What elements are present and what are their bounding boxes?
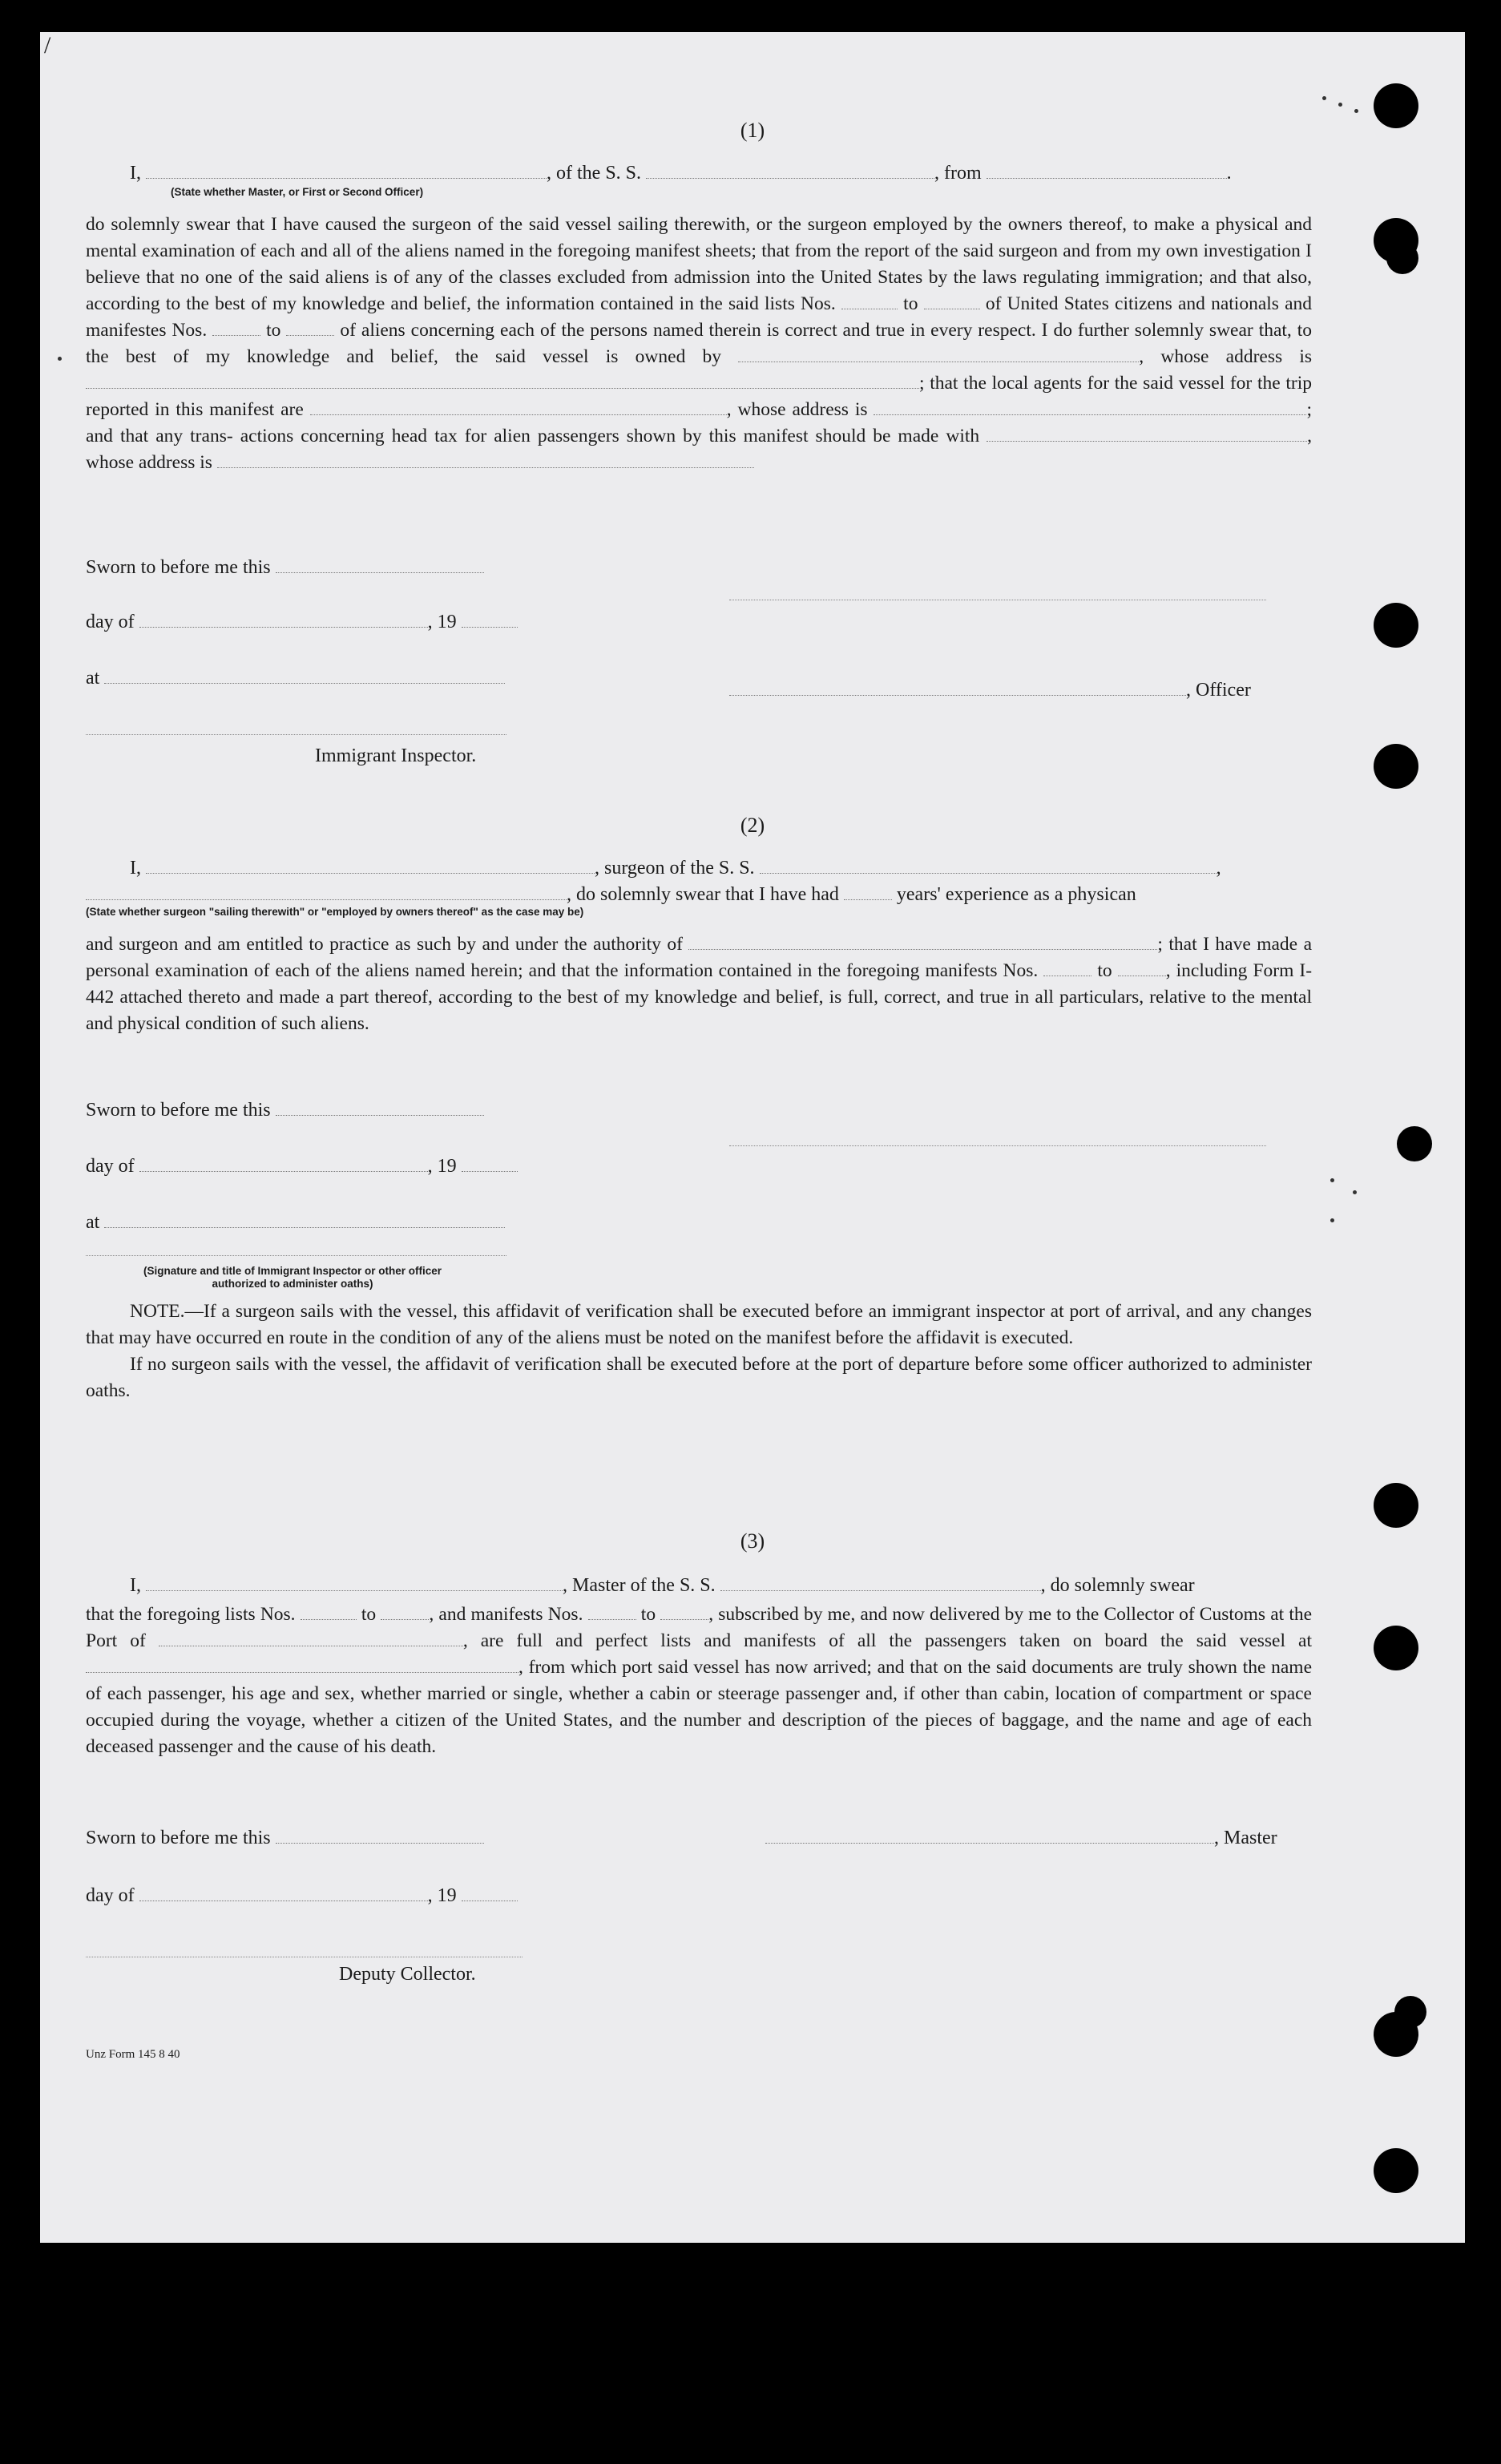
s3-manifest-from-field[interactable] (588, 1618, 636, 1620)
s1-officer-field[interactable] (729, 694, 1186, 696)
embarkation-port-field[interactable] (86, 1671, 518, 1673)
s2-sworn-line: Sworn to before me this (86, 1100, 484, 1121)
s3-year-field[interactable] (462, 1900, 518, 1901)
surgeon-status-note: (State whether surgeon "sailing therewith" or "employed by owners thereof" as the case may be) (86, 906, 584, 918)
form-sheet (40, 32, 1465, 2243)
owner-address-field[interactable] (86, 387, 919, 389)
deputy-collector-label: Deputy Collector. (339, 1964, 476, 1985)
punch-hole-5 (1397, 1126, 1432, 1161)
head-tax-field[interactable] (987, 440, 1307, 442)
manifest-to-field[interactable] (286, 334, 334, 336)
speck (1330, 1218, 1334, 1222)
s1-sworn-date-field[interactable] (276, 572, 484, 573)
speck (1353, 1190, 1357, 1194)
s3-oath-paragraph: that the foregoing lists Nos. to , and manifests Nos. to , subscribed by me, and now delivered by me to the Collector of Customs at the Port of , are full and perfect lists and manifests of all the passengers taken on board the said vessel at , from which port said vessel has now arrived; and that on the said documents are truly shown the name of each passenger, his age and sex, whether married or single, whether a cabin or steerage passenger and, if other than cabin, location of compartment or space occupied during the voyage, whether a citizen of the United States, and the number and description of the pieces of baggage, and the name and age of each deceased passenger and the cause of his death. (86, 1604, 1313, 1757)
s3-collector-signature-line[interactable] (86, 1956, 523, 1957)
punch-hole-3 (1374, 603, 1418, 648)
corner-pen-mark: / (44, 32, 51, 59)
s1-year-field[interactable] (462, 626, 518, 628)
s3-line1: I, , Master of the S. S. , do solemnly swear (130, 1575, 1195, 1596)
speck (1322, 96, 1326, 100)
s1-at-line: at (86, 668, 505, 689)
signature-title-note: (Signature and title of Immigrant Inspector or other officer authorized to administer oaths) (143, 1265, 442, 1290)
s1-officer-signature-line[interactable] (729, 599, 1266, 600)
years-experience-field[interactable] (844, 899, 892, 900)
vessel-name-field[interactable] (646, 177, 934, 179)
s3-list-to-field[interactable] (381, 1618, 429, 1620)
master-name-field[interactable] (146, 177, 547, 179)
speck (1354, 109, 1358, 113)
s2-at-line: at (86, 1212, 505, 1234)
master-note: (State whether Master, or First or Second Officer) (171, 186, 424, 198)
s3-sworn-date-field[interactable] (276, 1842, 484, 1844)
manifest-from-field[interactable] (212, 334, 260, 336)
punch-hole-1 (1374, 83, 1418, 128)
s2-oath-paragraph: and surgeon and am entitled to practice as such by and under the authority of ; that I have made a personal examination of each of the aliens named herein; and that the information contained in the foregoing manifests Nos. to , including Form I-442 attached thereto and made a part thereof, according to the best of my knowledge and belief, is full, correct, and true in all particulars, relative to the mental and physical condition of such aliens. (86, 934, 1313, 1034)
speck (58, 357, 62, 361)
s1-oath-paragraph: do solemnly swear that I have caused the surgeon of the said vessel sailing therewith, or the surgeon employed by the owners thereof, to make a physical and mental examination of each and all of the aliens named in the foregoing manifest sheets; that from the report of the said surgeon and from my own investigation I believe that no one of the said aliens is of any of the classes excluded from admission into the United States by the laws regulating immigration; and that also, according to the best of my knowledge and belief, the information contained in the said lists Nos. to of United States citizens and nationals and manifestes Nos. to of aliens concerning each of the persons named therein is correct and true in every respect. I do further solemnly swear that, to the best of my knowledge and belief, the said vessel is owned by , whose address is ; that the local agents for the said vessel for the trip reported in this manifest are , whose address is ; and that any trans- actions concerning head tax for alien passengers shown by this manifest should be made with , whose address is (86, 214, 1313, 473)
s2-manifest-to-field[interactable] (1118, 975, 1166, 976)
s2-day-line: day of , 19 (86, 1156, 518, 1177)
s3-vessel-field[interactable] (720, 1589, 1041, 1591)
s3-master-name-field[interactable] (146, 1589, 563, 1591)
punch-hole-2b (1386, 242, 1418, 274)
s2-manifest-from-field[interactable] (1043, 975, 1091, 976)
head-tax-address-field[interactable] (217, 467, 754, 468)
s1-officer-line: , Officer (729, 680, 1251, 701)
s3-sworn-line: Sworn to before me this (86, 1828, 484, 1849)
s2-line1: I, , surgeon of the S. S. , (130, 858, 1221, 879)
s3-master-signature-field[interactable] (765, 1842, 1214, 1844)
punch-hole-8b (1394, 1996, 1426, 2028)
punch-hole-7 (1374, 1626, 1418, 1670)
agents-field[interactable] (310, 414, 727, 415)
section-2-number: (2) (740, 814, 765, 837)
no-surgeon-note: If no surgeon sails with the vessel, the affidavit of verification shall be executed before at the port of departure before some officer authorized to administer oaths. (86, 1354, 1312, 1401)
punch-hole-6 (1374, 1483, 1418, 1528)
s3-list-from-field[interactable] (301, 1618, 357, 1620)
s2-surgeon-signature-line[interactable] (729, 1145, 1266, 1146)
s2-line2: , do solemnly swear that I have had years' experience as a physican (86, 884, 1136, 906)
surgeon-status-field[interactable] (86, 899, 567, 900)
s1-month-field[interactable] (139, 626, 428, 628)
s1-day-line: day of , 19 (86, 612, 518, 633)
s2-month-field[interactable] (139, 1170, 428, 1172)
owner-field[interactable] (738, 361, 1139, 362)
s2-vessel-field[interactable] (760, 872, 1217, 874)
speck (1330, 1178, 1334, 1182)
punch-hole-9 (1374, 2148, 1418, 2193)
agents-address-field[interactable] (874, 414, 1306, 415)
s3-master-line: , Master (765, 1828, 1277, 1849)
immigrant-inspector-label: Immigrant Inspector. (315, 745, 477, 766)
surgeon-name-field[interactable] (146, 872, 595, 874)
s1-line1: I, , of the S. S. , from . (130, 163, 1232, 184)
s1-sworn-line: Sworn to before me this (86, 557, 484, 579)
section-3-number: (3) (740, 1529, 765, 1553)
s3-month-field[interactable] (139, 1900, 428, 1901)
speck (1338, 103, 1342, 107)
s2-sworn-date-field[interactable] (276, 1114, 484, 1116)
s3-day-line: day of , 19 (86, 1885, 518, 1907)
s3-manifest-to-field[interactable] (660, 1618, 708, 1620)
s2-year-field[interactable] (462, 1170, 518, 1172)
citizen-list-to-field[interactable] (924, 308, 980, 309)
section-1-number: (1) (740, 119, 765, 142)
form-number: Unz Form 145 8 40 (86, 2048, 180, 2061)
s1-place-field[interactable] (104, 682, 505, 684)
s2-place-field[interactable] (104, 1226, 505, 1228)
citizen-list-from-field[interactable] (841, 308, 898, 309)
surgeon-sails-note: NOTE.—If a surgeon sails with the vessel, this affidavit of verification shall be executed before an immigrant inspector at port of arrival, and any changes that may have occurred en route in the condition of any of the aliens must be noted on the manifest before the affidavit is executed. (86, 1301, 1312, 1348)
authority-field[interactable] (688, 948, 1157, 950)
s2-inspector-signature-line[interactable] (86, 1254, 506, 1256)
s1-inspector-signature-line[interactable] (86, 733, 506, 735)
from-port-field[interactable] (987, 177, 1227, 179)
collector-port-field[interactable] (159, 1645, 463, 1646)
s2-notes (86, 1299, 1312, 1404)
punch-hole-4 (1374, 744, 1418, 789)
